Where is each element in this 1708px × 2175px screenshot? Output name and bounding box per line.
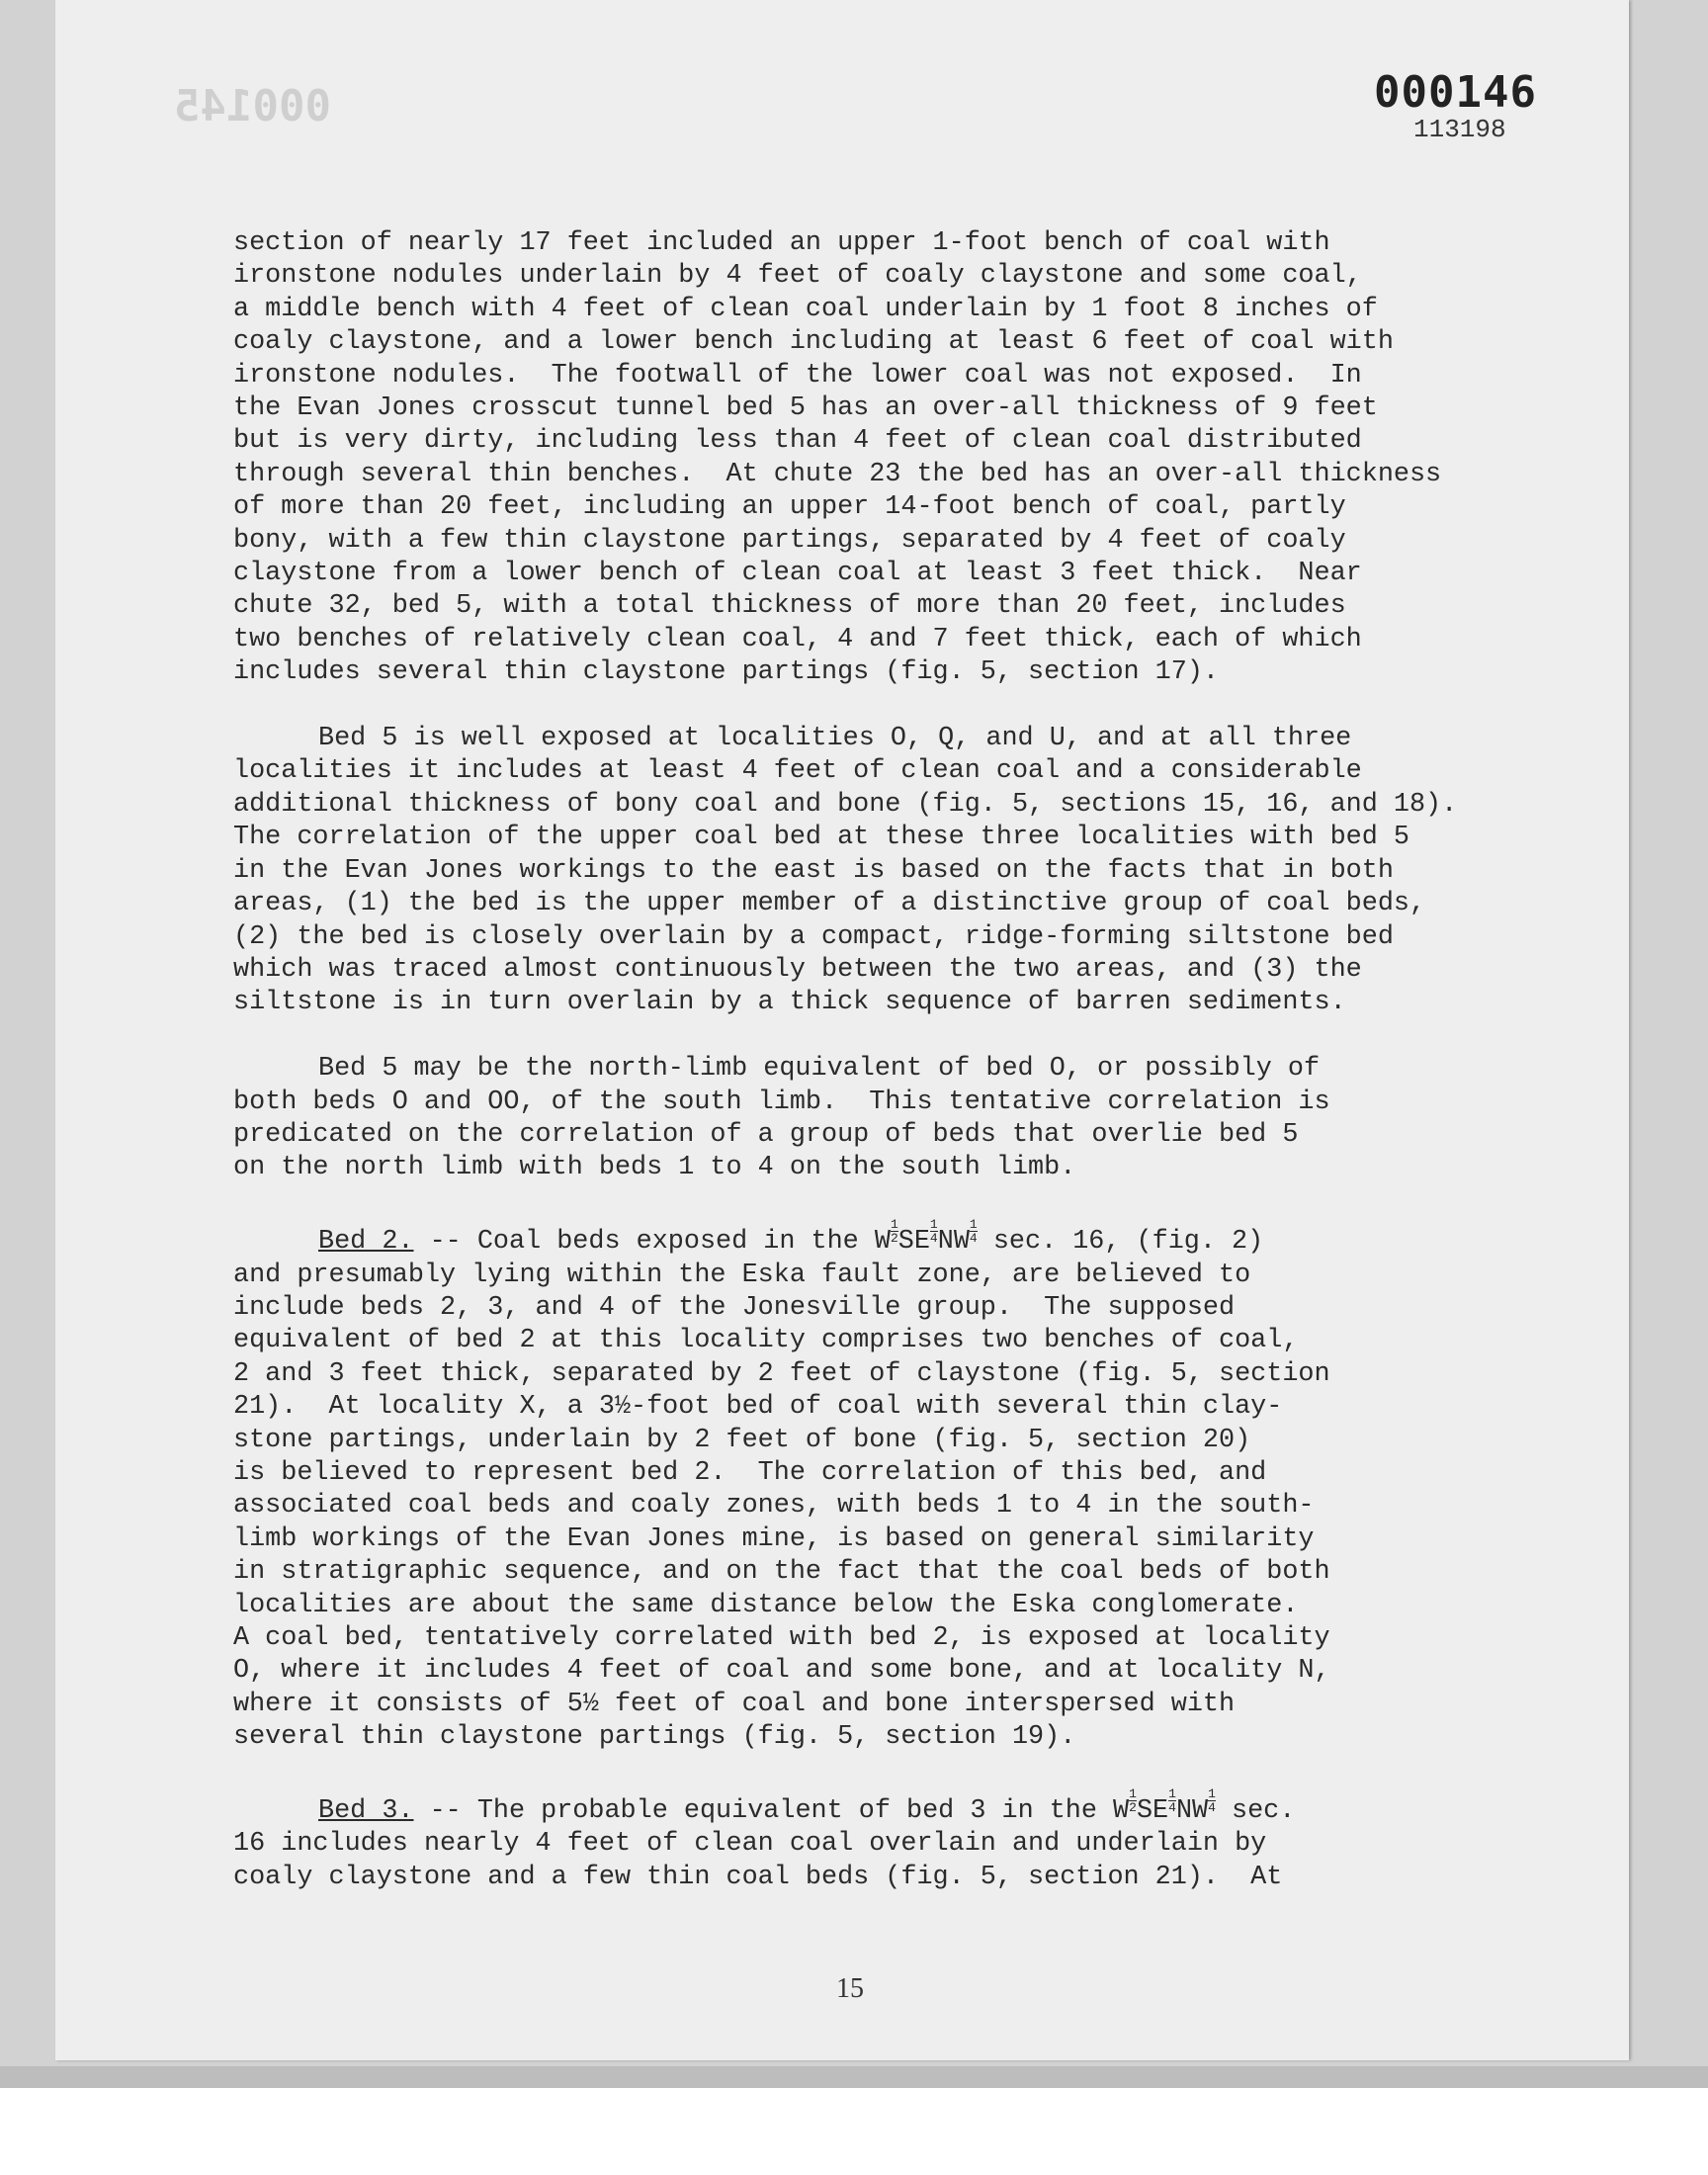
paragraph-2 (233, 723, 1538, 1020)
text-line: O, where it includes 4 feet of coal and some bone, and at locality N, (233, 1656, 1330, 1687)
text-line: two benches of relatively clean coal, 4 and 7 feet thick, each of which (233, 624, 1362, 654)
text-line: siltstone is in turn overlain by a thick sequence of barren sediments. (233, 988, 1346, 1018)
text-line: localities it includes at least 4 feet of clean coal and a considerable (233, 756, 1362, 787)
bleed-through-stamp: 000145 (174, 81, 331, 131)
text-line: coaly claystone and a few thin coal beds (fig. 5, section 21). At (233, 1862, 1283, 1892)
text-line: 21). At locality X, a 3½-foot bed of coal with several thin clay- (233, 1392, 1283, 1423)
text-line: associated coal beds and coaly zones, with beds 1 to 4 in the south- (233, 1491, 1315, 1522)
page-number: 15 (836, 1973, 864, 2004)
text-line: and presumably lying within the Eska fault zone, are believed to (233, 1260, 1251, 1290)
text-line: areas, (1) the bed is the upper member of a distinctive group of coal beds, (233, 889, 1426, 919)
paragraph-lines (233, 1260, 1538, 1755)
text-line: include beds 2, 3, and 4 of the Jonesville group. The supposed (233, 1292, 1236, 1323)
text-line: chute 32, bed 5, with a total thickness of more than 20 feet, includes (233, 591, 1346, 622)
text-line: 16 includes nearly 4 feet of clean coal overlain and underlain by (233, 1829, 1267, 1860)
text-line: bony, with a few thin claystone partings, separated by 4 feet of coaly (233, 525, 1346, 556)
text-line: in stratigraphic sequence, and on the fact that the coal beds of both (233, 1557, 1330, 1588)
text-line: through several thin benches. At chute 23 the bed has an over-all thickness (233, 459, 1442, 489)
text-line: includes several thin claystone partings (fig. 5, section 17). (233, 657, 1220, 688)
text-line: additional thickness of bony coal and bone (fig. 5, sections 15, 16, and 18). (233, 789, 1458, 820)
text-line: of more than 20 feet, including an upper 14-foot bench of coal, partly (233, 492, 1346, 523)
text-line: where it consists of 5½ feet of coal and bone interspersed with (233, 1689, 1236, 1719)
paragraph-lines (233, 1828, 1538, 1894)
text-line: equivalent of bed 2 at this locality comprises two benches of coal, (233, 1326, 1299, 1356)
text-line: localities are about the same distance below the Eska conglomerate. (233, 1590, 1299, 1620)
text-line: is believed to represent bed 2. The correlation of this bed, and (233, 1457, 1267, 1488)
text-line: several thin claystone partings (fig. 5, section 19). (233, 1722, 1076, 1753)
text-line: on the north limb with beds 1 to 4 on the south limb. (233, 1153, 1076, 1183)
text-line: A coal bed, tentatively correlated with bed 2, is exposed at locality (233, 1623, 1330, 1654)
text-line: both beds O and OO, of the south limb. This tentative correlation is (233, 1087, 1330, 1117)
document-stamp-subnumber: 113198 (1413, 115, 1506, 144)
text-line: section of nearly 17 feet included an upper 1-foot bench of coal with (233, 228, 1330, 258)
paragraph-bed-2 (233, 1218, 1538, 1755)
text-line: claystone from a lower bench of clean coal at least 3 feet thick. Near (233, 559, 1362, 589)
scanner-edge (0, 2066, 1708, 2088)
section-heading: Bed 3. (318, 1796, 414, 1827)
paragraph-1 (233, 227, 1538, 690)
text-line: (2) the bed is closely overlain by a compact, ridge-forming siltstone bed (233, 921, 1394, 952)
text-line: coaly claystone, and a lower bench including at least 6 feet of coal with (233, 327, 1394, 358)
text-line: predicated on the correlation of a group of beds that overlie bed 5 (233, 1119, 1299, 1150)
text-line: which was traced almost continuously between the two areas, and (3) the (233, 954, 1362, 985)
document-stamp-number: 000146 (1374, 67, 1537, 118)
text-line: The correlation of the upper coal bed at these three localities with bed 5 (233, 823, 1409, 853)
text-line: the Evan Jones crosscut tunnel bed 5 has an over-all thickness of 9 feet (233, 393, 1378, 424)
text-line: a middle bench with 4 feet of clean coal underlain by 1 foot 8 inches of (233, 294, 1378, 324)
text-line: 2 and 3 feet thick, separated by 2 feet of claystone (fig. 5, section (233, 1358, 1330, 1389)
text-line: Bed 5 is well exposed at localities O, Q, and U, and at all three (318, 724, 1352, 754)
paragraph-bed-3 (233, 1787, 1538, 1894)
text-line: Bed 5 may be the north-limb equivalent of bed O, or possibly of (318, 1054, 1321, 1085)
text-line: ironstone nodules underlain by 4 feet of coaly claystone and some coal, (233, 261, 1362, 292)
text-line: in the Evan Jones workings to the east is based on the facts that in both (233, 855, 1394, 886)
body-text (233, 227, 1538, 1928)
text-line: stone partings, underlain by 2 feet of bone (fig. 5, section 20) (233, 1425, 1251, 1455)
paragraph-first-line: Bed 2. -- Coal beds exposed in the W $\frac{1}{2}SE$ $\frac{1}{4}NW$ $\frac{1}{4} \sec$. 16, (fig. 2) (318, 1217, 1264, 1258)
text-line: but is very dirty, including less than 4 feet of clean coal distributed (233, 426, 1362, 457)
text-line: limb workings of the Evan Jones mine, is based on general similarity (233, 1523, 1315, 1554)
section-heading: Bed 2. (318, 1227, 414, 1258)
text-line: ironstone nodules. The footwall of the lower coal was not exposed. In (233, 360, 1362, 391)
paragraph-3 (233, 1053, 1538, 1185)
paragraph-first-line: Bed 3. -- The probable equivalent of bed 3 in the W $\frac{1}{2}SE$ $\frac{1}{4}NW$ $\frac{1}{4} \sec$. (318, 1786, 1296, 1827)
